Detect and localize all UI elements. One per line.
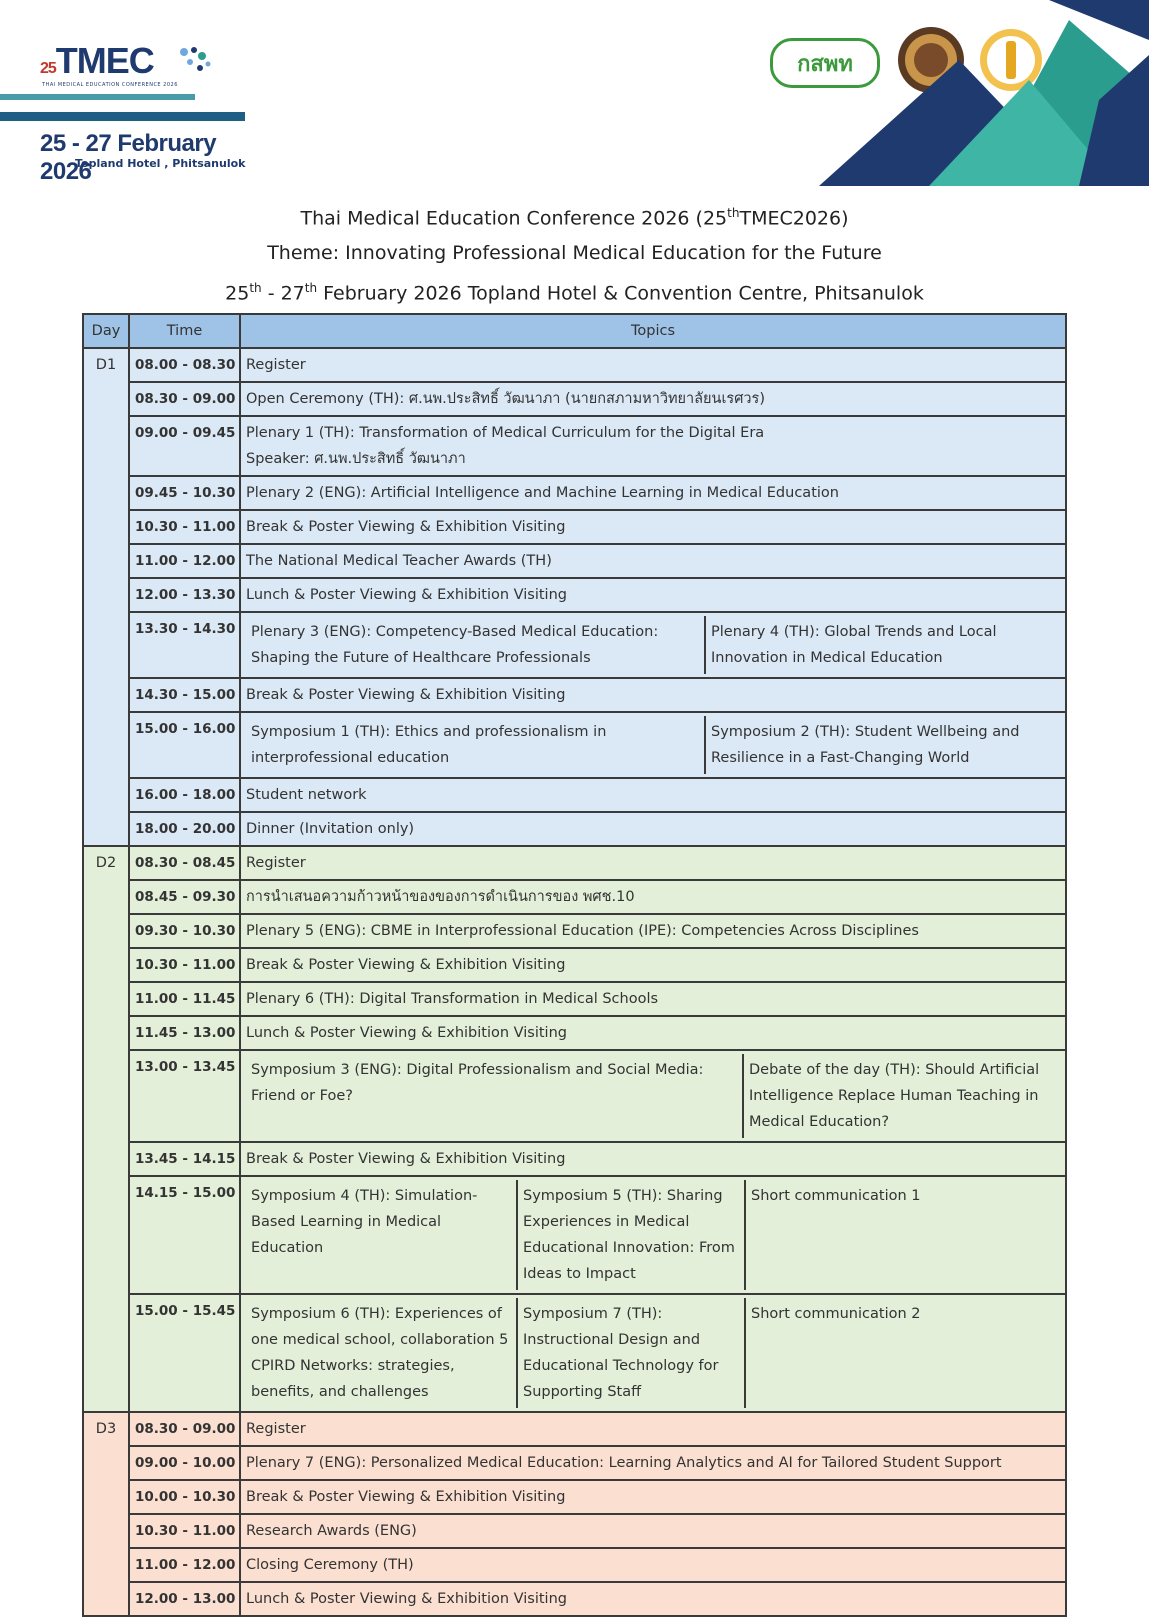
- topic-col-2: Symposium 7 (TH): Instructional Design and Educational Technology for Supporting Staff: [516, 1298, 744, 1408]
- topic-cell-split: [240, 1176, 1066, 1294]
- logo-bar-teal: [0, 94, 195, 100]
- topic-left: Symposium 3 (ENG): Digital Professionalism and Social Media: Friend or Foe?: [251, 1062, 704, 1104]
- table-row: [83, 812, 1066, 846]
- topic-cell: Break & Poster Viewing & Exhibition Visiting: [240, 1480, 1066, 1514]
- table-row: [83, 578, 1066, 612]
- table-row: [83, 678, 1066, 712]
- time-cell: 11.00 - 12.00: [129, 544, 240, 578]
- table-row: [83, 1016, 1066, 1050]
- topic-cell: Register: [240, 1412, 1066, 1446]
- table-row: [83, 1294, 1066, 1412]
- time-cell: 13.30 - 14.30: [129, 612, 240, 678]
- topic-cell-split: [240, 612, 1066, 678]
- time-cell: 13.45 - 14.15: [129, 1142, 240, 1176]
- schedule-table: [82, 313, 1067, 1617]
- table-row: [83, 348, 1066, 382]
- topic-cell: Plenary 7 (ENG): Personalized Medical Education: Learning Analytics and AI for Tailored Student Support: [240, 1446, 1066, 1480]
- table-row: [83, 1480, 1066, 1514]
- table-row: [83, 846, 1066, 880]
- topic-cell: Dinner (Invitation only): [240, 812, 1066, 846]
- topic-cell: Break & Poster Viewing & Exhibition Visiting: [240, 678, 1066, 712]
- topic-text: Plenary 1 (TH): Transformation of Medical Curriculum for the Digital Era: [246, 425, 765, 441]
- time-cell: 09.00 - 09.45: [129, 416, 240, 476]
- topic-right: Debate of the day (TH): Should Artificial Intelligence Replace Human Teaching in Medical Education?: [742, 1054, 1060, 1138]
- logo-bar-navy: [0, 112, 245, 121]
- table-row: [83, 1176, 1066, 1294]
- topic-cell-split: [240, 712, 1066, 778]
- time-cell: 18.00 - 20.00: [129, 812, 240, 846]
- topic-cell: Plenary 5 (ENG): CBME in Interprofessional Education (IPE): Competencies Across Disciplines: [240, 914, 1066, 948]
- topic-cell: การนำเสนอความก้าวหน้าของของการดำเนินการของ พศช.10: [240, 880, 1066, 914]
- time-cell: 16.00 - 18.00: [129, 778, 240, 812]
- time-cell: 13.00 - 13.45: [129, 1050, 240, 1142]
- table-row: [83, 982, 1066, 1016]
- title-line-3: 25th - 27th February 2026 Topland Hotel & Convention Centre, Phitsanulok: [225, 281, 924, 305]
- time-cell: 15.00 - 15.45: [129, 1294, 240, 1412]
- col-header-topics: Topics: [240, 314, 1066, 348]
- table-row: [83, 914, 1066, 948]
- time-cell: 11.00 - 12.00: [129, 1548, 240, 1582]
- time-cell: 09.00 - 10.00: [129, 1446, 240, 1480]
- topic-col-1: Symposium 6 (TH): Experiences of one medical school, collaboration 5 CPIRD Networks: strategies, benefits, and challenges: [251, 1306, 509, 1400]
- table-row: [83, 948, 1066, 982]
- molecule-icon: [176, 44, 216, 78]
- topic-cell: Break & Poster Viewing & Exhibition Visiting: [240, 1142, 1066, 1176]
- table-row: [83, 712, 1066, 778]
- time-cell: 08.30 - 09.00: [129, 1412, 240, 1446]
- topic-cell: Lunch & Poster Viewing & Exhibition Visiting: [240, 578, 1066, 612]
- table-row: [83, 1446, 1066, 1480]
- table-row: [83, 1412, 1066, 1446]
- table-row: [83, 778, 1066, 812]
- title-line-2: Theme: Innovating Professional Medical Education for the Future: [267, 242, 882, 265]
- topic-cell-split: [240, 1294, 1066, 1412]
- topic-cell: Student network: [240, 778, 1066, 812]
- topic-cell: The National Medical Teacher Awards (TH): [240, 544, 1066, 578]
- topic-col-2: Symposium 5 (TH): Sharing Experiences in Medical Educational Innovation: From Ideas to Impact: [516, 1180, 744, 1290]
- table-row: [83, 382, 1066, 416]
- table-row: [83, 880, 1066, 914]
- time-cell: 14.15 - 15.00: [129, 1176, 240, 1294]
- topic-cell: Lunch & Poster Viewing & Exhibition Visiting: [240, 1016, 1066, 1050]
- col-header-time: Time: [129, 314, 240, 348]
- title-line-1: Thai Medical Education Conference 2026 (25thTMEC2026): [300, 206, 849, 230]
- logo-subtitle: THAI MEDICAL EDUCATION CONFERENCE 2026: [42, 82, 178, 88]
- topic-cell: Break & Poster Viewing & Exhibition Visiting: [240, 948, 1066, 982]
- topic-cell: Register: [240, 846, 1066, 880]
- table-row: [83, 1142, 1066, 1176]
- topic-cell: Open Ceremony (TH): ศ.นพ.ประสิทธิ์ วัฒนาภา (นายกสภามหาวิทยาลัยนเรศวร): [240, 382, 1066, 416]
- day-cell-d1: D1: [83, 348, 129, 846]
- table-row: [83, 544, 1066, 578]
- table-row: [83, 1548, 1066, 1582]
- ksp-logo: กสพท: [770, 38, 880, 88]
- time-cell: 12.00 - 13.30: [129, 578, 240, 612]
- table-row: [83, 416, 1066, 476]
- topic-cell: [240, 416, 1066, 476]
- day-cell-d3: D3: [83, 1412, 129, 1616]
- topic-cell: Closing Ceremony (TH): [240, 1548, 1066, 1582]
- topic-cell: Plenary 6 (TH): Digital Transformation in Medical Schools: [240, 982, 1066, 1016]
- time-cell: 11.45 - 13.00: [129, 1016, 240, 1050]
- time-cell: 14.30 - 15.00: [129, 678, 240, 712]
- topic-cell: Research Awards (ENG): [240, 1514, 1066, 1548]
- topic-right: Plenary 4 (TH): Global Trends and Local Innovation in Medical Education: [704, 616, 1060, 674]
- time-cell: 09.45 - 10.30: [129, 476, 240, 510]
- time-cell: 08.30 - 09.00: [129, 382, 240, 416]
- time-cell: 08.30 - 08.45: [129, 846, 240, 880]
- topic-cell: Lunch & Poster Viewing & Exhibition Visiting: [240, 1582, 1066, 1616]
- topic-left: Plenary 3 (ENG): Competency-Based Medical Education: Shaping the Future of Healthcare Professionals: [251, 624, 659, 666]
- time-cell: 10.30 - 11.00: [129, 1514, 240, 1548]
- tmec-logo: [0, 30, 260, 185]
- topic-cell: Register: [240, 348, 1066, 382]
- time-cell: 09.30 - 10.30: [129, 914, 240, 948]
- time-cell: 12.00 - 13.00: [129, 1582, 240, 1616]
- table-header-row: [83, 314, 1066, 348]
- conference-titles: [0, 196, 1149, 312]
- time-cell: 10.30 - 11.00: [129, 510, 240, 544]
- time-cell: 10.00 - 10.30: [129, 1480, 240, 1514]
- time-cell: 15.00 - 16.00: [129, 712, 240, 778]
- decorative-corner: [819, 0, 1149, 186]
- time-cell: 11.00 - 11.45: [129, 982, 240, 1016]
- tmec-logo-word: 25TMEC: [40, 40, 154, 81]
- topic-cell: Plenary 2 (ENG): Artificial Intelligence and Machine Learning in Medical Education: [240, 476, 1066, 510]
- topic-col-1: Symposium 4 (TH): Simulation-Based Learning in Medical Education: [251, 1188, 478, 1256]
- topic-left: Symposium 1 (TH): Ethics and professionalism in interprofessional education: [251, 724, 607, 766]
- table-row: [83, 1514, 1066, 1548]
- time-cell: 08.00 - 08.30: [129, 348, 240, 382]
- time-cell: 08.45 - 09.30: [129, 880, 240, 914]
- table-row: [83, 1050, 1066, 1142]
- event-dates: 25 - 27 February 2026: [40, 130, 217, 185]
- topic-cell-split: [240, 1050, 1066, 1142]
- col-header-day: Day: [83, 314, 129, 348]
- day-cell-d2: D2: [83, 846, 129, 1412]
- event-venue: Topland Hotel , Phitsanulok: [75, 157, 246, 170]
- table-row: [83, 612, 1066, 678]
- table-row: [83, 510, 1066, 544]
- time-cell: 10.30 - 11.00: [129, 948, 240, 982]
- topic-col-3: Short communication 1: [744, 1180, 1060, 1290]
- table-row: [83, 476, 1066, 510]
- speaker-text: Speaker: ศ.นพ.ประสิทธิ์ วัฒนาภา: [246, 451, 466, 467]
- topic-col-3: Short communication 2: [744, 1298, 1060, 1408]
- table-row: [83, 1582, 1066, 1616]
- topic-cell: Break & Poster Viewing & Exhibition Visiting: [240, 510, 1066, 544]
- topic-right: Symposium 2 (TH): Student Wellbeing and Resilience in a Fast-Changing World: [704, 716, 1060, 774]
